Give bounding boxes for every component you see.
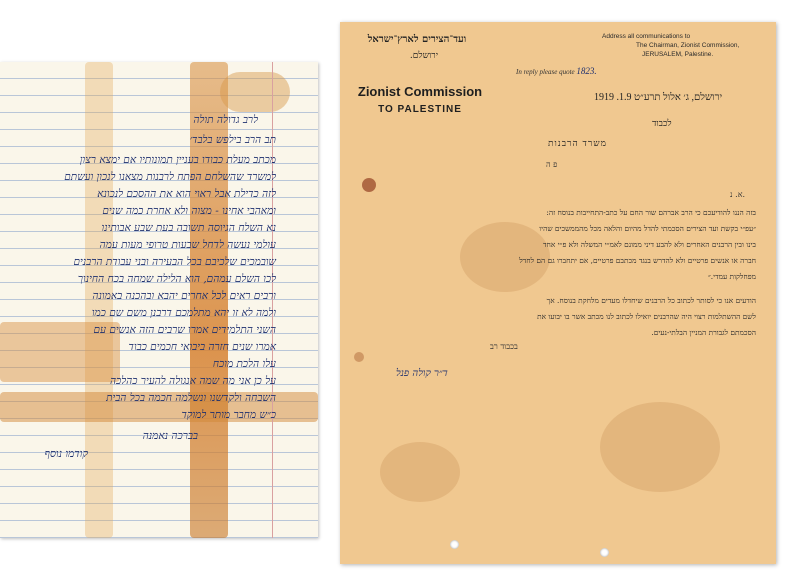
typed-letter-sheet	[340, 22, 776, 564]
letter-body-line: מפחלקות עמדי.״	[708, 272, 756, 281]
handwritten-line: על כן אני מה שמה אנגולה להעיר כהלכה	[109, 375, 276, 387]
ink-blot	[354, 352, 364, 362]
punch-hole	[600, 548, 609, 557]
letter-body-line: בינו ובין הרבנים האחרים ולא להבע דיני ממונם לאמ״י המשלה ולא פ״י אחד	[543, 240, 756, 249]
handwritten-letter-sheet	[0, 62, 318, 538]
handwritten-line: מכתב מעלת כבודו בעניין תמונותיו אם ימצא רצון	[79, 154, 276, 166]
letter-recipient: משרד הרבנות	[548, 139, 607, 149]
letter-signature: ד״ר קולה פנל	[396, 368, 448, 379]
letter-body-line: ״עפ״י בקשת ועד הצירים הסכמתי להדל מהיום והלאה מכל מהממשכים שהיו	[539, 224, 756, 233]
letterhead-hebrew-org: ועד־הצירים לארץ־ישראל	[367, 34, 467, 45]
letterhead-org-name: Zionist Commission	[357, 84, 483, 99]
letter-body-line: לשם ההשתלמות רצוי היה שהרבנים יואילו לכתוב לנו מכתב אשר בו יבועו את	[537, 312, 756, 321]
handwritten-line: אמרו שנים חזרה ביבואי חכמים כבוד	[128, 341, 276, 353]
handwritten-line: לזה כדילת אבל ראוי הוא את ההסכם לנכונא	[97, 188, 276, 200]
handwritten-line: כ״ש מחבר מותר למוקד	[181, 409, 276, 421]
address-line: Address all communications to	[602, 33, 691, 40]
reply-reference	[516, 66, 597, 76]
handwritten-line: נא השלח הגיוסה תשובה בעת שבע אבותינו	[101, 222, 276, 234]
handwritten-line: ומאהבי אחינו - מצוה ולא אחרת כמה שנים	[102, 205, 276, 217]
letter-body-line: הודעים אנו כי לסותר לכתוב כל הרבנים שיחדלו מעדים מלחקת בנוסח. אך	[546, 296, 756, 305]
letter-date: ירושלם, ג׳ אלול תרע״ט 1.9. 1919	[594, 92, 723, 103]
paper-foxing	[380, 442, 460, 502]
address-line: JERUSALEM, Palestine.	[642, 51, 714, 58]
letter-closing: בכבוד רב	[490, 342, 518, 351]
handwritten-line: השני התלמידים אמרו שרבים הזה אנשים עם	[93, 324, 276, 336]
letter-to-prefix: לכבוד	[652, 119, 672, 129]
handwritten-line: ולמה לא זו יהא מתלמכם דרבנן משם שם כמו	[91, 307, 276, 319]
handwritten-line: תב הרב בילפש בלבד׳	[189, 134, 276, 146]
reply-number: 1823.	[576, 66, 597, 76]
handwritten-line: השבחה ולקדשנו ונשלמה חכמה בכל הבית	[106, 392, 276, 404]
letter-body-line: חברה או אנשים פרטיים ולא להדרש בנגד מכתבם פרטיים, אם יתחברו גם הם לחדל	[519, 256, 756, 265]
handwritten-line: ורבים ראים לכל אחרים יהבא ובהכנה באמונה	[92, 290, 276, 302]
handwritten-line: עולמי נעשה לדחל שבעות טרופי מעות עמה	[99, 239, 276, 251]
handwritten-closing: בברכה נאמנה	[142, 430, 198, 442]
handwritten-line: שובמכים שלכיבם בכל הבעירה ובני עבודת הרבנים	[73, 256, 276, 268]
handwritten-line: לכו השלם עמהם, הוא הלילה שמחה בכח החינוך	[77, 273, 276, 285]
letterhead-hebrew-city: ירושלם.	[409, 51, 439, 61]
letter-body-line: הסכמתם לגבורת המניין הבלתי-נעים.	[651, 328, 756, 337]
letterhead-address	[602, 32, 739, 59]
letterhead-org-subtitle: TO PALESTINE	[378, 104, 462, 115]
punch-hole	[450, 540, 459, 549]
address-line: The Chairman, Zionist Commission,	[636, 42, 740, 49]
water-stain	[220, 72, 290, 112]
handwritten-line: לרב גדולה תולה	[193, 114, 258, 126]
letter-body-line: בזה הננו להודיעכם כי הרב אברהם שור החם על כתב-התחייבות בנוסח זה:	[546, 208, 756, 217]
reply-prefix: In reply please quote	[516, 68, 575, 76]
letter-salutation: א. נ.	[730, 190, 746, 199]
paper-foxing	[600, 402, 720, 492]
letter-reference: פ ה	[546, 160, 558, 169]
handwritten-line: למשרד שהשלחם הפתח לרבנות מצאנו לנכון ועשתם	[64, 171, 276, 183]
handwritten-signature: קודמו נוסף	[44, 448, 88, 460]
handwritten-line: עלו הלכת מוכח	[212, 358, 276, 370]
ink-blot	[362, 178, 376, 192]
